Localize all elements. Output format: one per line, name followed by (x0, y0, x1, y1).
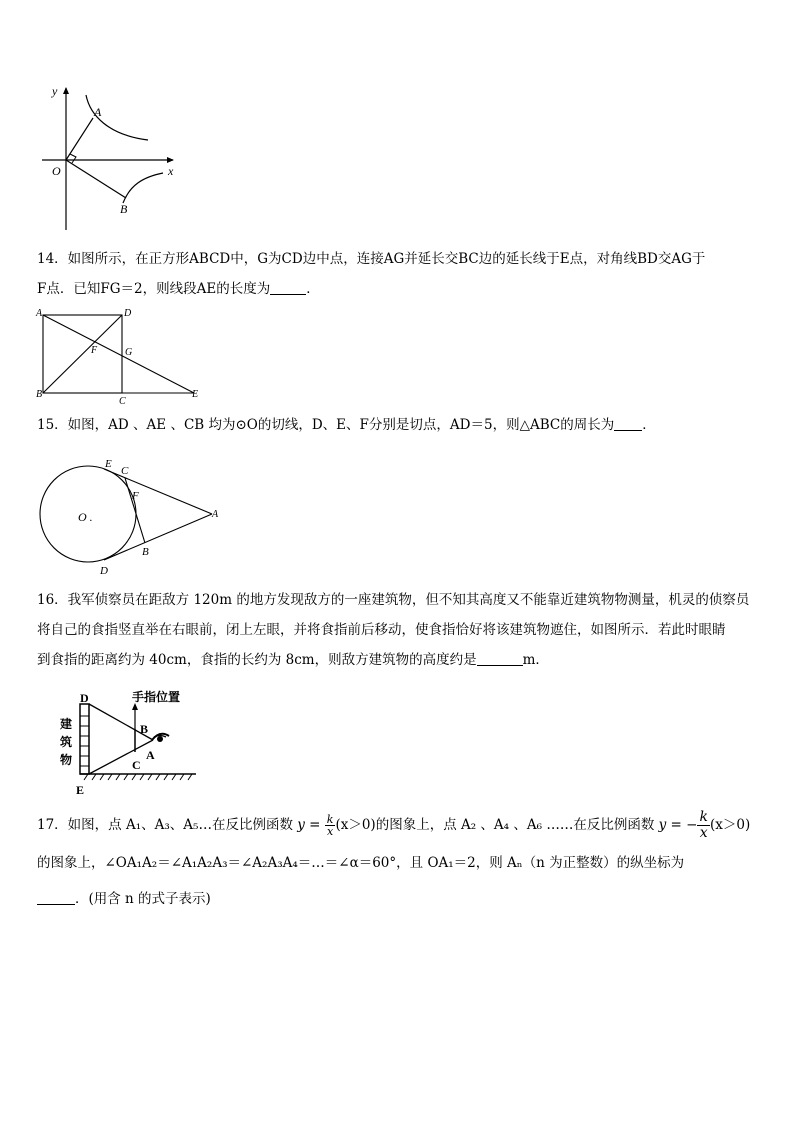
answer-blank[interactable] (270, 280, 306, 295)
label-A: A (94, 105, 102, 119)
label-B: B (120, 202, 128, 216)
question-17 (37, 808, 757, 916)
q17-line1: 17．如图，点 A₁、A₃、A₅…在反比例函数 y = $\frac{k}{x}$ (x＞0)的图象上，点 A₂ 、A₄ 、A₆ ……在反比例函数 y = − $\frac{k}{x}$ (x＞0) (37, 809, 751, 841)
q16-line2: 将自己的食指竖直举在右眼前，闭上左眼，并将食指前后移动，使食指恰好将该建筑物遮住，如图所示．若此时眼睛 (37, 622, 726, 638)
segment-AE (43, 315, 194, 393)
diagonal-BD (43, 315, 122, 393)
label-O: O (52, 164, 61, 178)
x-axis-arrow (167, 157, 174, 163)
label-B: B (36, 389, 43, 400)
label-x: x (168, 164, 174, 178)
building (80, 704, 89, 774)
q16-line1: 16．我军侦察员在距敌方 120m 的地方发现敌方的一座建筑物，但不知其高度又不能靠近建筑物物测量，机灵的侦察员 (37, 592, 750, 608)
label-A: A (212, 509, 219, 520)
tangent-AD (104, 514, 212, 560)
answer-blank[interactable] (477, 651, 523, 666)
label-E: E (76, 783, 85, 797)
q14-line1: 14．如图所示，在正方形ABCD中，G为CD边中点，连接AG并延长交BC边的延长线于E点，对角线BD交AG于 (37, 251, 706, 267)
fraction-neg-k-over-x: $\frac{k}{x}$ (699, 809, 708, 841)
finger-arrow (132, 703, 138, 710)
hyperbola-lower (123, 173, 163, 203)
y-axis-arrow (63, 87, 69, 94)
q17-line2: 的图象上，∠OA₁A₂＝∠A₁A₂A₃＝∠A₂A₃A₄＝…＝∠α＝60°，且 OA₁＝2，则 Aₙ（n 为正整数）的纵坐标为 (37, 855, 685, 871)
label-B: B (142, 546, 149, 558)
fraction-k-over-x: $\frac{k}{x}$ (326, 813, 334, 838)
label-D: D (100, 565, 108, 577)
right-angle-mark (70, 154, 76, 163)
label-F: F (132, 490, 139, 502)
question-14 (37, 244, 757, 304)
q14-line2: F点．已知FG＝2，则线段AE的长度为 ． (37, 281, 320, 297)
label-A: A (146, 748, 155, 762)
label-finger-position: 手指位置 (132, 690, 181, 704)
answer-blank[interactable] (37, 890, 75, 905)
sight-line-bottom (89, 740, 153, 774)
q17-line3: ．(用含 n 的式子表示) (37, 882, 757, 916)
figure-q16 (56, 690, 206, 800)
label-C: C (132, 758, 141, 772)
label-O: O . (78, 510, 93, 524)
question-16 (37, 585, 757, 675)
label-C: C (119, 396, 126, 407)
circle-tangent-figure (36, 452, 226, 582)
finger-building-figure (56, 690, 206, 800)
label-building-2: 筑 (60, 735, 73, 749)
coordinate-plane-figure (38, 85, 188, 235)
label-F: F (91, 345, 98, 356)
label-y: y (52, 84, 58, 98)
figure-q13 (38, 85, 188, 235)
ground-hatch (84, 774, 192, 780)
label-C: C (121, 465, 129, 477)
label-building-3: 物 (60, 753, 73, 767)
label-building-1: 建 (60, 717, 73, 731)
tangent-CB (125, 478, 145, 543)
segment-OA (66, 118, 93, 160)
label-G: G (125, 347, 133, 358)
square-figure (36, 308, 206, 407)
figure-q14 (36, 308, 206, 407)
q15-line1: 15．如图，AD 、AE 、CB 均为⊙O的切线，D、E、F分别是切点，AD＝5，则△ABC的周长为 ． (37, 417, 656, 433)
label-D: D (124, 308, 132, 319)
q16-line3: 到食指的距离约为 40cm，食指的长约为 8cm，则敌方建筑物的高度约是 m． (37, 652, 549, 668)
question-15 (37, 410, 757, 440)
label-E: E (105, 458, 112, 470)
label-A: A (36, 308, 43, 319)
label-E: E (192, 389, 199, 400)
label-D: D (80, 691, 89, 705)
label-B: B (140, 722, 149, 736)
figure-q15 (36, 452, 226, 582)
segment-OB (66, 160, 126, 198)
answer-blank[interactable] (614, 416, 642, 431)
